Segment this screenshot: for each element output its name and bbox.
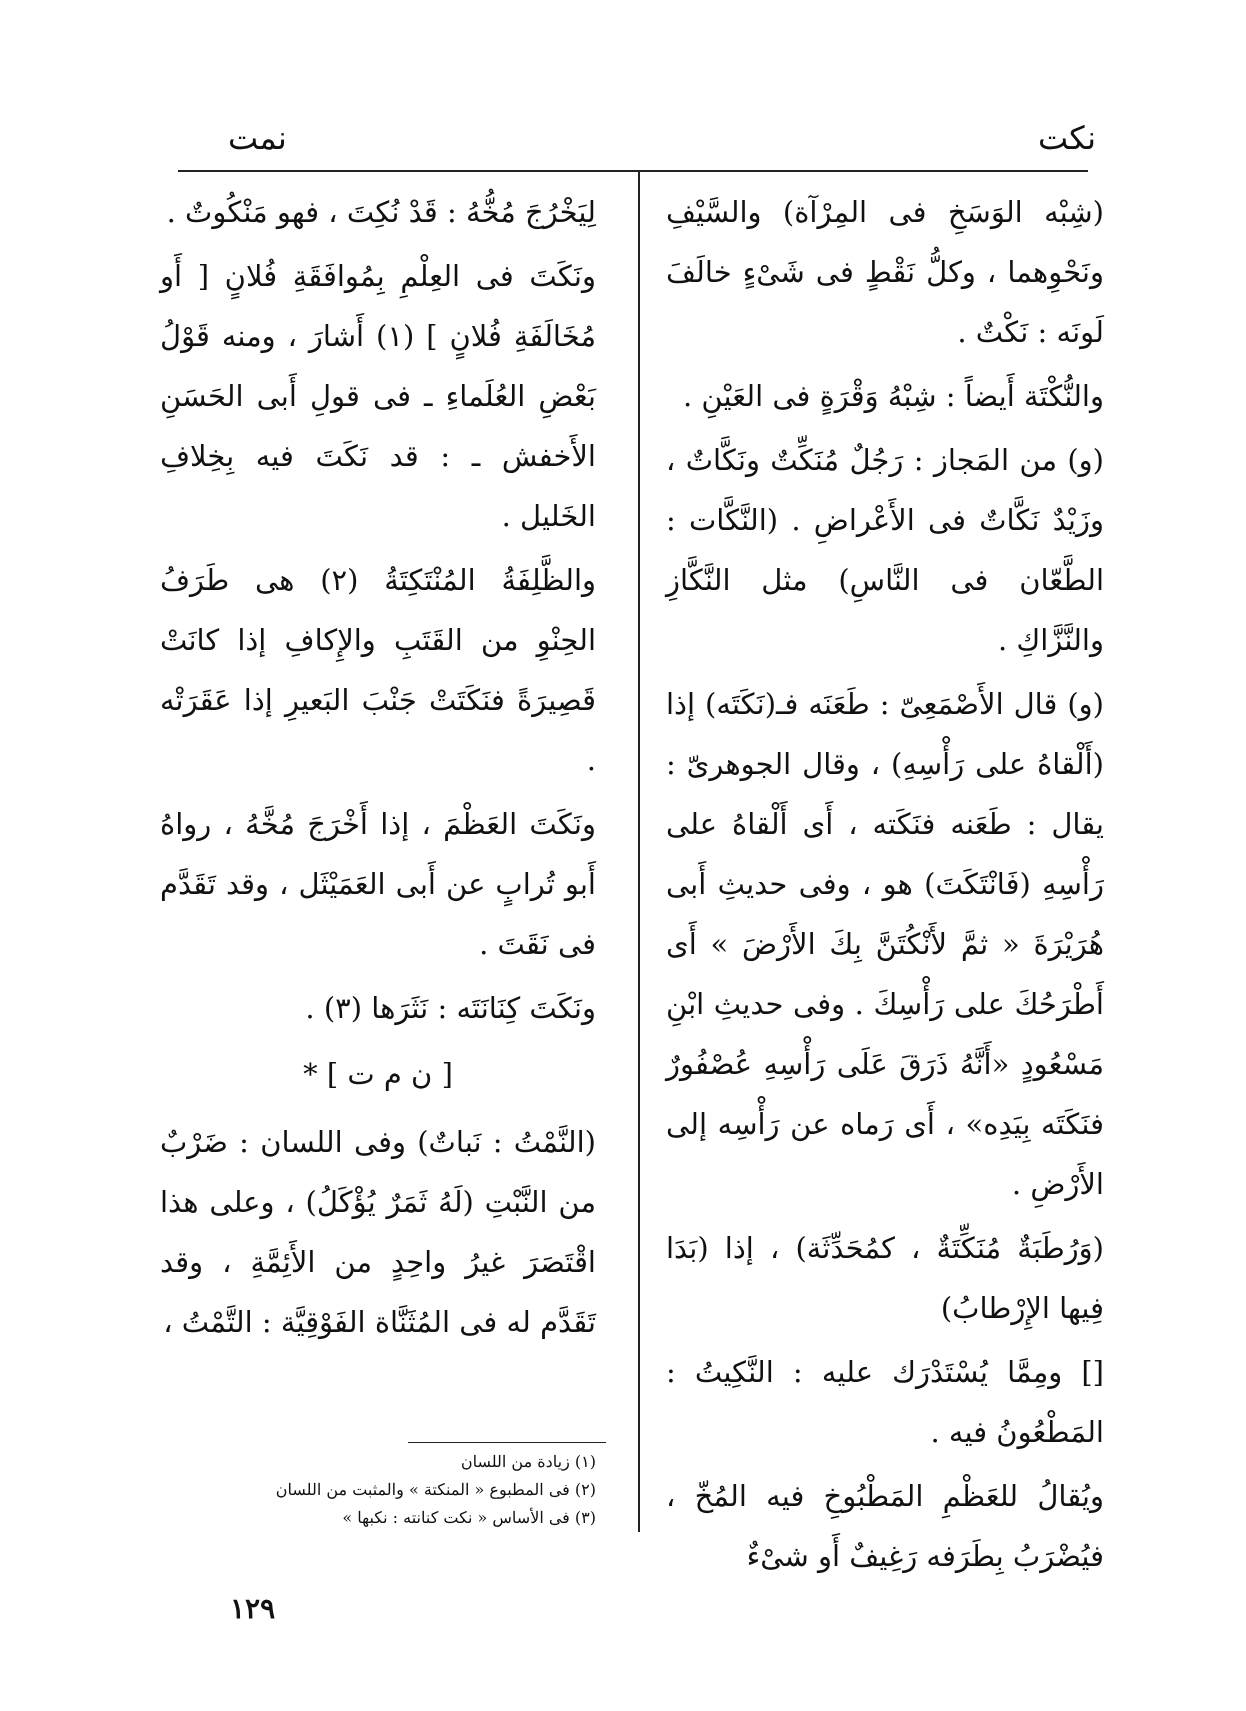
column-divider bbox=[638, 172, 640, 1532]
paragraph: (وَرُطَبَةٌ مُنَكِّتَةٌ ، كمُحَدِّثَة) ، إذا (بَدَا فِيها الإِرْطابُ) bbox=[666, 1231, 1104, 1325]
paragraph: لِيَخْرُجَ مُخُّهُ : قَدْ نُكِتَ ، فهو مَنْكُوتٌ . bbox=[166, 195, 596, 229]
paragraph: والنُّكْتَة أَيضاً : شِبْهُ وَقْرَةٍ فى العَيْنِ . bbox=[683, 379, 1104, 413]
footnote: (١) زيادة من اللسان bbox=[460, 1452, 596, 1471]
paragraph: (النَّمْتُ : نَباتٌ) وفى اللسان : ضَرْبٌ من النَّبْتِ (لَهُ ثَمَرٌ يُؤْكَلُ) ، وعلى هذا اقْتَصَرَ غيرُ واحِدٍ من الأَئِمَّةِ ، وقد تَقَدَّم له فى المُثَنَّاة الفَوْقِيَّة : التَّمْتُ ، bbox=[160, 1125, 596, 1339]
paragraph: والظَّلِفَةُ المُنْتَكِتَةُ (٢) هى طَرَفُ الحِنْوِ من القَتَبِ والإِكافِ إذا كانَتْ قَصِيرَةً فنَكَتَتْ جَنْبَ البَعيرِ إذا عَقَرَتْه . bbox=[160, 563, 597, 777]
entry-heading: [ ن م ت ] * bbox=[303, 1057, 453, 1091]
page-number: ١٢٩ bbox=[230, 1592, 276, 1625]
right-column bbox=[666, 182, 1104, 1590]
paragraph: (شِبْه الوَسَخِ فى المِرْآة) والسَّيْفِ ونَحْوِهما ، وكلُّ نَقْطٍ فى شَىْءٍ خالَفَ لَونَه : نَكْتٌ . bbox=[666, 195, 1104, 349]
left-column bbox=[160, 182, 596, 1356]
paragraph: (و) قال الأَصْمَعِىّ : طَعَنَه فـ(نَكَتَه) إذا (أَلْقاهُ على رَأْسِهِ) ، وقال الجوهرىّ : يقال : طَعَنه فنَكَته ، أَى أَلْقاهُ على رَأْسِهِ (فَانْتَكَتَ) هو ، وفى حديثِ أَبى هُرَيْرَةَ « ثمَّ لأَنْكُتَنَّ بِكَ الأَرْضَ » أَى أَطْرَحُكَ على رَأْسِكَ . وفى حديثِ ابْنِ مَسْعُودٍ «أَنَّهُ ذَرَقَ عَلَى رَأْسِهِ عُصْفُورٌ فنَكَتَه بِيَدِه» ، أَى رَماه عن رَأْسِه إلى الأَرْضِ . bbox=[666, 687, 1104, 1201]
header-rule bbox=[178, 170, 1088, 172]
paragraph: (و) من المَجاز : رَجُلٌ مُنَكِّتٌ ونَكَّاتٌ ، وزَيْدٌ نَكَّاتٌ فى الأَعْراضِ . (النَّكَّات : الطَّعّان فى النَّاسِ) مثل النَّكَّازِ والنَّزَّاكِ . bbox=[666, 443, 1104, 657]
footnote: (٣) فى الأساس « نكت كنانته : نكبها » bbox=[342, 1508, 596, 1527]
paragraph: ونَكَتَ العَظْمَ ، إذا أَخْرَجَ مُخَّهُ ، رواهُ أَبو تُرابٍ عن أَبى العَمَيْثَل ، وقد تَقَدَّم فى نَقَتَ . bbox=[160, 807, 596, 961]
footnote-rule bbox=[408, 1442, 606, 1443]
footnotes bbox=[156, 1448, 596, 1532]
header-root-left: نمت bbox=[228, 119, 287, 157]
footnote: (٢) فى المطبوع « المنكتة » والمثبت من اللسان bbox=[275, 1480, 596, 1499]
paragraph: ونَكَتَ كِنَانَتَه : نَثَرَها (٣) . bbox=[305, 991, 596, 1025]
paragraph: [] ومِمَّا يُسْتَدْرَك عليه : النَّكِيتُ : المَطْعُونُ فيه . bbox=[666, 1355, 1104, 1449]
paragraph: ويُقالُ للعَظْمِ المَطْبُوخِ فيه المُخّ ، فيُضْرَبُ بِطَرَفه رَغِيفٌ أَو شىْءٌ bbox=[666, 1479, 1104, 1573]
paragraph: ونَكَتَ فى العِلْمِ بِمُوافَقَةِ فُلانٍ [ أَو مُخَالَفَةِ فُلانٍ ] (١) أَشارَ ، ومنه قَوْلُ بَعْضِ العُلَماءِ ـ فى قولِ أَبى الحَسَنِ الأَخفش ـ : قد نَكَتَ فيه بِخِلافِ الخَليل . bbox=[160, 259, 596, 533]
header-root-right: نكت bbox=[1038, 119, 1096, 157]
